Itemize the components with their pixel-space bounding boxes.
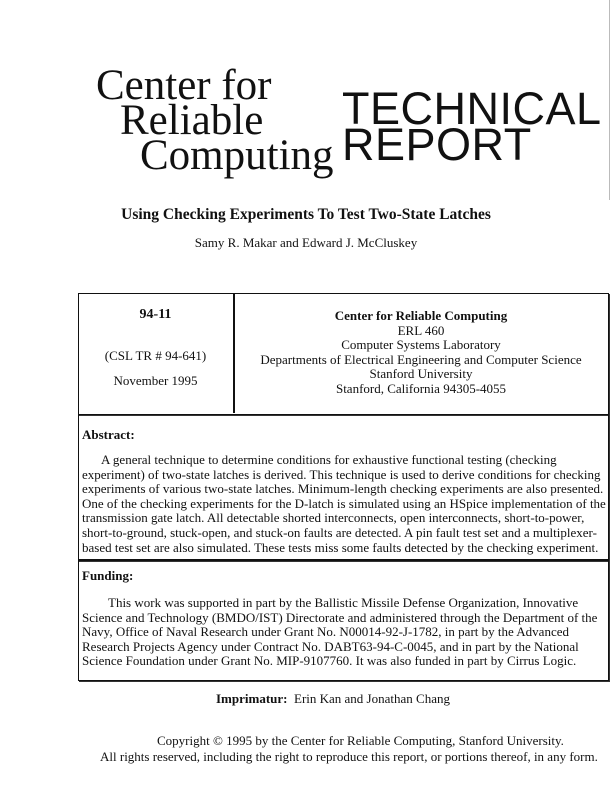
logo-line-2: Reliable — [120, 97, 264, 144]
report-type-line-1: TECHNICAL — [342, 83, 602, 134]
address-univ: Stanford University — [369, 366, 473, 382]
imprimatur-label: Imprimatur: — [216, 691, 288, 706]
address-org: Center for Reliable Computing — [334, 308, 508, 323]
abstract-label: Abstract: — [82, 427, 135, 442]
abstract-line: experiment) of two-state latches is derived. This technique is used to derive conditions for checking — [82, 466, 601, 482]
imprimatur-names: Erin Kan and Jonathan Chang — [294, 691, 450, 706]
address-dept: Departments of Electrical Engineering and Computer Science — [260, 351, 582, 367]
copyright-line-1: Copyright © 1995 by the Center for Reliable Computing, Stanford University. — [157, 733, 564, 748]
logo-line-1: Center for — [96, 62, 272, 109]
report-date: November 1995 — [113, 373, 198, 388]
address-block — [235, 309, 607, 397]
funding-text — [82, 596, 597, 669]
abstract-text — [82, 453, 606, 555]
logo-line-3: Computing — [140, 132, 334, 179]
authors: Samy R. Makar and Edward J. McCluskey — [194, 235, 418, 250]
csl-number: (CSL TR # 94-641) — [104, 348, 207, 363]
funding-line: Science and Technology (BMDO/IST) Directorate and administered through the Department of the — [82, 609, 598, 625]
funding-line: Science Foundation under Grant No. MIP-9107760. It was also funded in part by Cirrus Logic. — [82, 653, 577, 669]
copyright-line-2: All rights reserved, including the right to reproduce this report, or portions thereof, in any form. — [100, 749, 598, 764]
report-type-line-2: REPORT — [342, 119, 532, 170]
funding-label: Funding: — [82, 568, 134, 583]
funding-line: This work was supported in part by the Ballistic Missile Defense Organization, Innovative — [108, 595, 579, 610]
abstract-line: One of the checking experiments for the D-latch is simulated using an HSpice implementation of the — [82, 495, 606, 511]
address-city: Stanford, California 94305-4055 — [335, 380, 507, 396]
address-lab: Computer Systems Laboratory — [341, 337, 501, 353]
abstract-line: short-to-ground, stuck-open, and stuck-on faults are detected. A pin fault test set and a multiplexer- — [82, 524, 597, 540]
address-room: ERL 460 — [397, 322, 445, 338]
abstract-line: based test set are also simulated. These tests miss some faults detected by the checking experiment. — [82, 539, 599, 555]
abstract-line: experiments of various two-state latches. Minimum-length checking experiments are also presented. — [82, 481, 604, 497]
scan-edge — [609, 0, 610, 200]
report-title: Using Checking Experiments To Test Two-State Latches — [121, 206, 491, 223]
funding-line: Research Projects Agency under Contract No. DABT63-94-C-0045, and in part by the National — [82, 638, 579, 654]
imprimatur — [216, 692, 450, 707]
abstract-line: A general technique to determine conditions for exhaustive functional testing (checking — [101, 452, 557, 467]
abstract-line: transmission gate latch. All detectable shorted interconnects, open interconnects, short-to-power, — [82, 510, 585, 526]
report-number: 94-11 — [139, 307, 172, 322]
funding-line: Navy, Office of Naval Research under Grant No. N00014-92-J-1782, in part by the Advanced — [82, 624, 569, 640]
